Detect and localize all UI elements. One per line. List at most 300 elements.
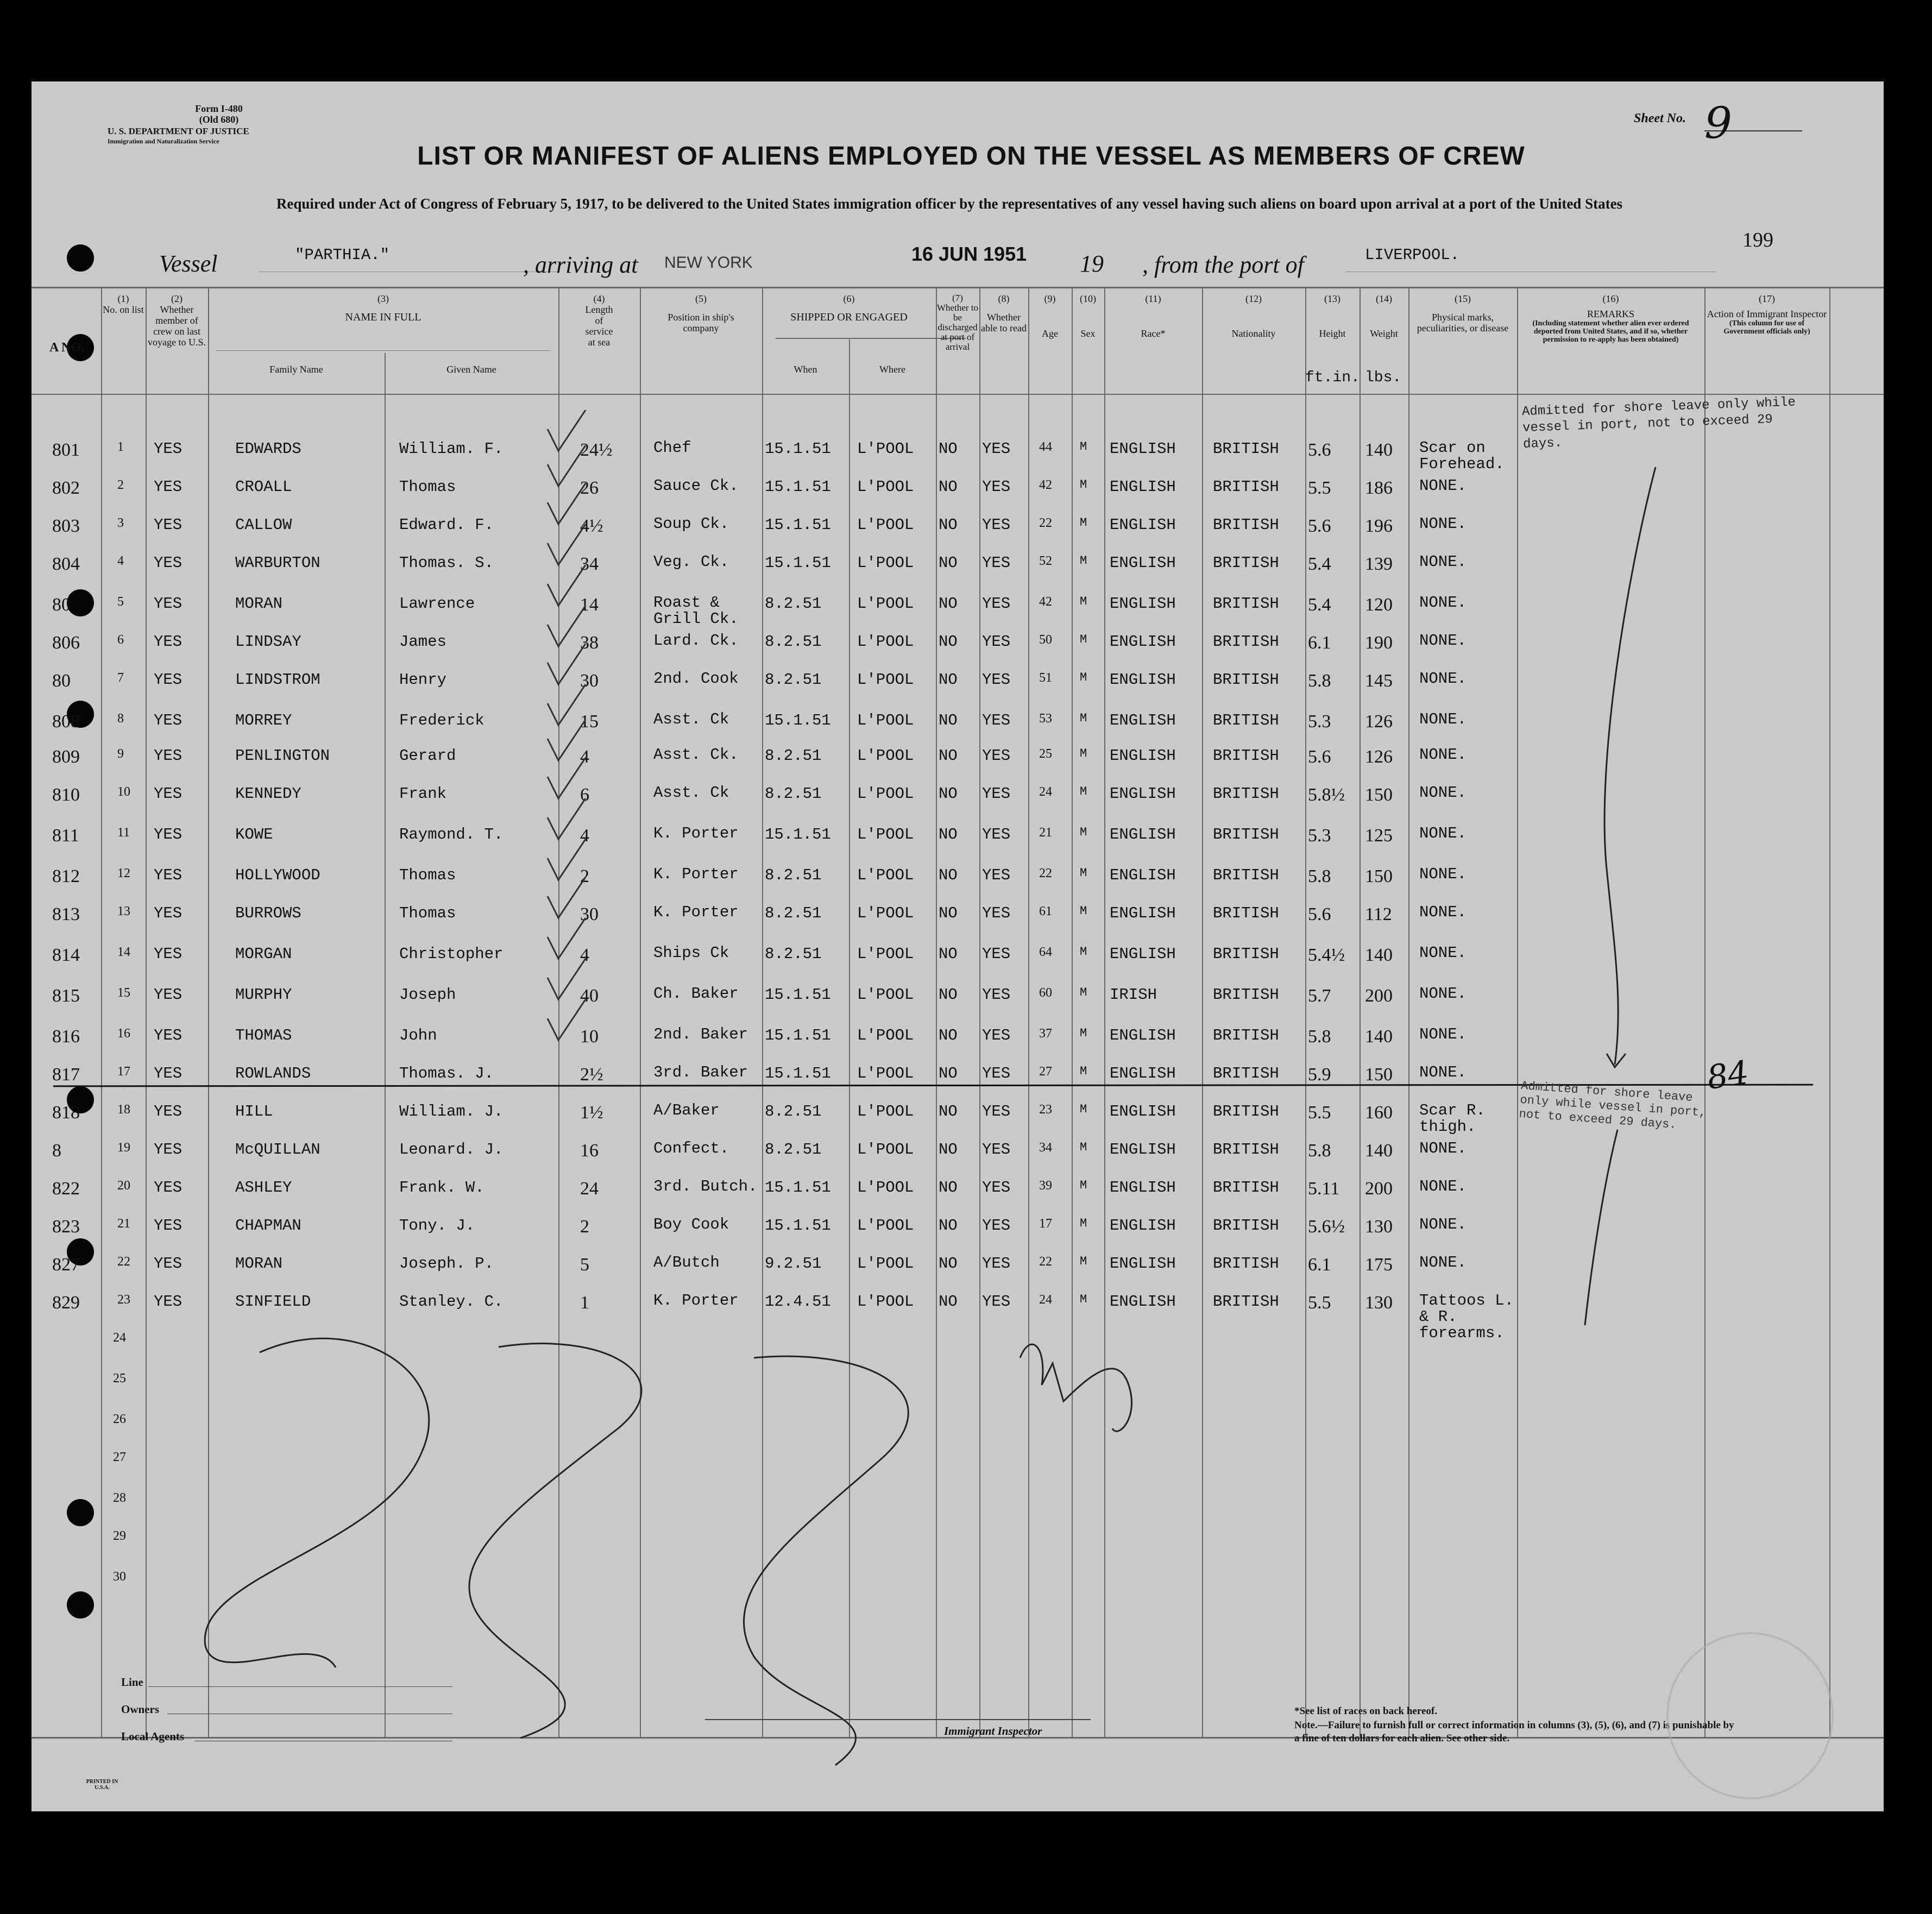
sex-cell: M: [1080, 826, 1087, 839]
weight-cell: 130: [1365, 1293, 1393, 1313]
year-label: 19: [1080, 250, 1104, 277]
age-cell: 61: [1039, 904, 1052, 918]
family-name-cell: CHAPMAN: [235, 1217, 301, 1235]
service-length-cell: 6: [580, 785, 589, 805]
height-cell: 5.4½: [1308, 945, 1345, 965]
race-cell: ENGLISH: [1110, 671, 1176, 689]
shipped-where-cell: L'POOL: [857, 712, 914, 729]
shipped-where-cell: L'POOL: [857, 1141, 914, 1159]
race-cell: ENGLISH: [1110, 1027, 1176, 1044]
position-cell: 3rd. Butch.: [653, 1178, 758, 1195]
shipped-when-cell: 8.2.51: [765, 1141, 822, 1159]
race-cell: ENGLISH: [1110, 1103, 1176, 1120]
nationality-cell: BRITISH: [1213, 1255, 1279, 1273]
height-cell: 5.6: [1308, 904, 1331, 924]
height-cell: 6.1: [1308, 633, 1331, 653]
nationality-cell: BRITISH: [1213, 1065, 1279, 1082]
col-title: Physical marks, peculiarities, or disease: [1417, 312, 1509, 333]
age-cell: 21: [1039, 826, 1052, 840]
col-title: Sex: [1080, 328, 1096, 339]
discharged-cell: NO: [939, 785, 958, 803]
age-cell: 53: [1039, 712, 1052, 726]
nationality-cell: BRITISH: [1213, 826, 1279, 843]
shipped-where-cell: L'POOL: [857, 747, 914, 765]
service-length-cell: 26: [580, 478, 599, 498]
a-no-cell: 816: [52, 1027, 80, 1047]
race-cell: ENGLISH: [1110, 1065, 1176, 1082]
discharged-cell: NO: [939, 595, 958, 613]
sex-cell: M: [1080, 554, 1087, 568]
family-name-cell: MORAN: [235, 595, 283, 613]
inspector-label: Immigrant Inspector: [944, 1724, 1042, 1737]
ditto-arrow: [1604, 467, 1656, 1065]
age-cell: 27: [1039, 1065, 1052, 1079]
check-mark: [547, 483, 586, 524]
col-number: (1): [117, 293, 129, 304]
printed-mark: PRINTED IN U.S.A.: [86, 1779, 118, 1791]
crew-last-voyage-cell: YES: [154, 516, 182, 534]
col-number: (15): [1455, 293, 1471, 304]
arriving-label: , arriving at: [523, 251, 638, 278]
service-length-cell: 34: [580, 554, 599, 574]
given-name-cell: Thomas: [399, 866, 456, 884]
shipped-where-cell: L'POOL: [857, 1103, 914, 1120]
col-number: (5): [695, 293, 707, 304]
able-to-read-cell: YES: [982, 904, 1011, 922]
weight-cell: 140: [1365, 1141, 1393, 1161]
col-title: Whether member of crew on last voyage to U.S.: [148, 304, 206, 348]
weight-cell: 126: [1365, 747, 1393, 767]
nationality-cell: BRITISH: [1213, 1217, 1279, 1235]
owners-label: Owners: [121, 1703, 159, 1716]
check-marks: [547, 410, 586, 1040]
given-name-cell: Joseph: [399, 986, 456, 1004]
shipped-when-cell: 8.2.51: [765, 747, 822, 765]
shipped-when-cell: 15.1.51: [765, 712, 831, 729]
check-mark: [547, 877, 586, 918]
crew-last-voyage-cell: YES: [154, 595, 182, 613]
weight-cell: 160: [1365, 1103, 1393, 1123]
shipped-when-cell: 8.2.51: [765, 671, 822, 689]
family-name-cell: WARBURTON: [235, 554, 320, 572]
list-no-cell: 17: [117, 1065, 130, 1079]
height-cell: 6.1: [1308, 1255, 1331, 1275]
a-no-cell: 818: [52, 1103, 80, 1123]
family-name-cell: SINFIELD: [235, 1293, 311, 1311]
col-title: Weight: [1370, 328, 1398, 339]
service-length-cell: 14: [580, 595, 599, 615]
official-seal: [1666, 1632, 1834, 1799]
discharged-cell: NO: [939, 633, 958, 651]
height-unit: ft.in.: [1305, 369, 1360, 386]
nationality-cell: BRITISH: [1213, 1179, 1279, 1197]
family-name-cell: HOLLYWOOD: [235, 866, 320, 884]
nationality-cell: BRITISH: [1213, 712, 1279, 729]
line-rule: [148, 1686, 452, 1687]
list-no-cell: 13: [117, 904, 130, 918]
physical-marks-cell: NONE.: [1419, 1178, 1467, 1195]
able-to-read-cell: YES: [982, 945, 1011, 963]
able-to-read-cell: YES: [982, 1103, 1011, 1120]
discharged-cell: NO: [939, 945, 958, 963]
given-name-cell: James: [399, 633, 447, 651]
service-length-cell: 38: [580, 633, 599, 653]
crew-last-voyage-cell: YES: [154, 904, 182, 922]
given-name-cell: Frank. W.: [399, 1179, 484, 1197]
position-cell: Veg. Ck.: [653, 553, 729, 571]
family-name-cell: BURROWS: [235, 904, 301, 922]
sex-cell: M: [1080, 866, 1087, 880]
check-mark: [547, 839, 586, 880]
shipped-when-cell: 8.2.51: [765, 595, 822, 613]
able-to-read-cell: YES: [982, 1255, 1011, 1273]
sex-cell: M: [1080, 904, 1087, 918]
position-cell: Lard. Ck.: [653, 632, 739, 650]
crew-last-voyage-cell: YES: [154, 1065, 182, 1082]
shipped-when-cell: 15.1.51: [765, 1179, 831, 1197]
race-cell: ENGLISH: [1110, 1179, 1176, 1197]
given-name-cell: Tony. J.: [399, 1217, 475, 1235]
height-cell: 5.4: [1308, 554, 1331, 574]
family-name-cell: MORGAN: [235, 945, 292, 963]
list-no-cell: 21: [117, 1217, 130, 1231]
discharged-cell: NO: [939, 826, 958, 843]
position-cell: K. Porter: [653, 1292, 739, 1309]
nationality-cell: BRITISH: [1213, 516, 1279, 534]
discharged-cell: NO: [939, 712, 958, 729]
position-cell: Roast & Grill Ck.: [653, 594, 739, 628]
physical-marks-cell: NONE.: [1419, 594, 1467, 612]
manifest-sheet: [32, 81, 1884, 1811]
a-no-cell: 802: [52, 478, 80, 498]
given-name-cell: Edward. F.: [399, 516, 494, 534]
col-title: No. on list: [103, 304, 144, 315]
weight-cell: 145: [1365, 671, 1393, 691]
race-cell: ENGLISH: [1110, 595, 1176, 613]
given-name-cell: Joseph. P.: [399, 1255, 494, 1273]
position-cell: Ships Ck: [653, 944, 729, 962]
crew-last-voyage-cell: YES: [154, 671, 182, 689]
height-cell: 5.4: [1308, 595, 1331, 615]
shipped-where-cell: L'POOL: [857, 785, 914, 803]
list-no-cell: 10: [117, 785, 130, 799]
age-cell: 37: [1039, 1027, 1052, 1041]
position-cell: Asst. Ck: [653, 710, 729, 728]
col-number: (7): [952, 293, 963, 303]
physical-marks-cell: NONE.: [1419, 784, 1467, 802]
service-length-cell: 4: [580, 826, 589, 846]
nationality-cell: BRITISH: [1213, 633, 1279, 651]
a-no-cell: 810: [52, 785, 80, 805]
race-cell: IRISH: [1110, 986, 1157, 1004]
position-cell: Ch. Baker: [653, 985, 739, 1003]
weight-cell: 186: [1365, 478, 1393, 498]
col-number: (10): [1080, 293, 1096, 304]
weight-cell: 200: [1365, 986, 1393, 1006]
weight-cell: 150: [1365, 866, 1393, 886]
physical-marks-cell: NONE.: [1419, 824, 1467, 842]
family-name-cell: LINDSTROM: [235, 671, 320, 689]
physical-marks-cell: NONE.: [1419, 944, 1467, 962]
nationality-cell: BRITISH: [1213, 1103, 1279, 1120]
age-cell: 23: [1039, 1103, 1052, 1117]
check-mark: [547, 758, 586, 798]
col-number: (4): [593, 293, 605, 304]
able-to-read-cell: YES: [982, 1027, 1011, 1044]
service-length-cell: 24: [580, 1179, 599, 1199]
height-cell: 5.8: [1308, 671, 1331, 691]
position-cell: 2nd. Cook: [653, 670, 739, 688]
check-mark: [547, 644, 586, 684]
a-no-cell: 811: [52, 826, 79, 846]
crew-last-voyage-cell: YES: [154, 785, 182, 803]
race-cell: ENGLISH: [1110, 1141, 1176, 1159]
discharged-cell: NO: [939, 554, 958, 572]
able-to-read-cell: YES: [982, 1179, 1011, 1197]
list-no-cell: 6: [117, 633, 124, 647]
shipped-where-cell: L'POOL: [857, 904, 914, 922]
check-mark: [547, 606, 586, 646]
list-no-cell: 14: [117, 945, 130, 959]
able-to-read-cell: YES: [982, 633, 1011, 651]
shipped-when-cell: 15.1.51: [765, 440, 831, 458]
sex-cell: M: [1080, 945, 1087, 959]
col-title: Action of Immigrant Inspector: [1707, 308, 1827, 319]
check-mark: [547, 524, 586, 565]
position-cell: Sauce Ck.: [653, 477, 739, 495]
a-no-cell: 806: [52, 633, 80, 653]
shipped-when-cell: 15.1.51: [765, 826, 831, 843]
sex-cell: M: [1080, 1141, 1087, 1154]
given-name-cell: Henry: [399, 671, 447, 689]
position-cell: Chef: [653, 439, 691, 457]
height-cell: 5.9: [1308, 1065, 1331, 1085]
list-no-cell: 23: [117, 1293, 130, 1307]
discharged-cell: NO: [939, 1293, 958, 1311]
col-title: Race*: [1141, 328, 1166, 339]
crew-last-voyage-cell: YES: [154, 478, 182, 496]
position-cell: A/Butch: [653, 1254, 720, 1271]
service-length-cell: 2½: [580, 1065, 603, 1085]
sex-cell: M: [1080, 1217, 1087, 1230]
a-no-cell: 808: [52, 712, 80, 732]
service-length-cell: 4: [580, 747, 589, 767]
shipped-where-cell: L'POOL: [857, 516, 914, 534]
height-cell: 5.6½: [1308, 1217, 1345, 1237]
service-length-cell: 30: [580, 904, 599, 924]
col-subtitle: (This column for use of Government officials only): [1723, 319, 1810, 336]
crew-last-voyage-cell: YES: [154, 866, 182, 884]
nationality-cell: BRITISH: [1213, 866, 1279, 884]
nationality-cell: BRITISH: [1213, 986, 1279, 1004]
list-no-cell: 4: [117, 554, 124, 568]
list-no-cell: 3: [117, 516, 124, 530]
race-cell: ENGLISH: [1110, 478, 1176, 496]
a-no-cell: 80: [52, 595, 71, 615]
nationality-cell: BRITISH: [1213, 945, 1279, 963]
physical-marks-cell: NONE.: [1419, 670, 1467, 688]
height-cell: 5.8½: [1308, 785, 1345, 805]
race-cell: ENGLISH: [1110, 785, 1176, 803]
discharged-cell: NO: [939, 1103, 958, 1120]
family-name-cell: MORAN: [235, 1255, 283, 1273]
check-mark: [547, 445, 586, 486]
age-cell: 51: [1039, 671, 1052, 685]
nationality-cell: BRITISH: [1213, 478, 1279, 496]
list-no-cell: 7: [117, 671, 124, 685]
shipped-where-cell: L'POOL: [857, 1217, 914, 1235]
sex-cell: M: [1080, 785, 1087, 798]
shipped-when-cell: 8.2.51: [765, 866, 822, 884]
shipped-when-cell: 8.2.51: [765, 904, 822, 922]
list-no-cell: 9: [117, 747, 124, 761]
discharged-cell: NO: [939, 1065, 958, 1082]
crew-last-voyage-cell: YES: [154, 712, 182, 729]
service-length-cell: 4½: [580, 516, 603, 536]
line-label: Line: [121, 1676, 143, 1689]
blank-row-number: 29: [113, 1529, 126, 1543]
shipped-when-cell: 15.1.51: [765, 516, 831, 534]
check-mark: [547, 410, 586, 451]
position-cell: Boy Cook: [653, 1216, 729, 1233]
col-3-family: Family Name: [269, 364, 323, 375]
shipped-where-cell: L'POOL: [857, 595, 914, 613]
discharged-cell: NO: [939, 747, 958, 765]
shipped-when-cell: 15.1.51: [765, 1065, 831, 1082]
weight-cell: 126: [1365, 712, 1393, 732]
age-cell: 22: [1039, 866, 1052, 880]
weight-cell: 112: [1365, 904, 1392, 924]
race-cell: ENGLISH: [1110, 866, 1176, 884]
able-to-read-cell: YES: [982, 712, 1011, 729]
weight-cell: 150: [1365, 1065, 1393, 1085]
agents-label: Local Agents: [121, 1730, 185, 1743]
age-cell: 42: [1039, 595, 1052, 609]
list-no-cell: 1: [117, 440, 124, 454]
height-cell: 5.3: [1308, 826, 1331, 846]
sex-cell: M: [1080, 478, 1087, 492]
weight-cell: 139: [1365, 554, 1393, 574]
able-to-read-cell: YES: [982, 1065, 1011, 1082]
crew-last-voyage-cell: YES: [154, 1293, 182, 1311]
a-no-cell: 812: [52, 866, 80, 886]
given-name-cell: Leonard. J.: [399, 1141, 504, 1159]
col-number: (11): [1145, 293, 1161, 304]
position-cell: A/Baker: [653, 1101, 720, 1119]
col-number: (12): [1245, 293, 1262, 304]
service-length-cell: 2: [580, 1217, 589, 1237]
a-no-cell: 817: [52, 1065, 80, 1085]
physical-marks-cell: NONE.: [1419, 903, 1467, 921]
shipped-where-cell: L'POOL: [857, 945, 914, 963]
shipped-where-cell: L'POOL: [857, 1179, 914, 1197]
weight-cell: 196: [1365, 516, 1393, 536]
discharged-cell: NO: [939, 516, 958, 534]
crew-last-voyage-cell: YES: [154, 633, 182, 651]
col-number: (6): [843, 293, 855, 304]
list-no-cell: 15: [117, 986, 130, 1000]
service-length-cell: 5: [580, 1255, 589, 1275]
family-name-cell: KENNEDY: [235, 785, 301, 803]
physical-marks-cell: NONE.: [1419, 1063, 1467, 1081]
shipped-when-cell: 15.1.51: [765, 1217, 831, 1235]
service-length-cell: 4: [580, 945, 589, 965]
col-title: SHIPPED OR ENGAGED: [790, 311, 908, 323]
service-length-cell: 10: [580, 1027, 599, 1047]
nationality-cell: BRITISH: [1213, 595, 1279, 613]
family-name-cell: CROALL: [235, 478, 292, 496]
shipped-where-cell: L'POOL: [857, 1293, 914, 1311]
race-cell: ENGLISH: [1110, 747, 1176, 765]
check-mark: [547, 720, 586, 760]
col-number: (2): [171, 293, 182, 304]
nationality-cell: BRITISH: [1213, 1141, 1279, 1159]
given-name-cell: Christopher: [399, 945, 504, 963]
col-number: (14): [1376, 293, 1392, 304]
crew-last-voyage-cell: YES: [154, 1141, 182, 1159]
col-number: (8): [998, 293, 1010, 304]
able-to-read-cell: YES: [982, 595, 1011, 613]
discharged-cell: NO: [939, 1255, 958, 1273]
given-name-cell: Frederick: [399, 712, 484, 729]
age-cell: 34: [1039, 1141, 1052, 1155]
age-cell: 22: [1039, 516, 1052, 530]
given-name-cell: Gerard: [399, 747, 456, 765]
position-cell: Asst. Ck.: [653, 746, 739, 764]
physical-marks-cell: NONE.: [1419, 553, 1467, 571]
crew-last-voyage-cell: YES: [154, 1027, 182, 1044]
age-cell: 52: [1039, 554, 1052, 568]
given-name-cell: Thomas. J.: [399, 1065, 494, 1082]
form-no: Form I-480: [195, 103, 243, 114]
a-no-cell: 809: [52, 747, 80, 767]
col-number: (13): [1324, 293, 1341, 304]
age-cell: 64: [1039, 945, 1052, 959]
weight-cell: 125: [1365, 826, 1393, 846]
shipped-when-cell: 8.2.51: [765, 785, 822, 803]
sheet-label: Sheet No.: [1634, 111, 1686, 125]
race-cell: ENGLISH: [1110, 826, 1176, 843]
race-cell: ENGLISH: [1110, 554, 1176, 572]
able-to-read-cell: YES: [982, 986, 1011, 1004]
sex-cell: M: [1080, 633, 1087, 646]
page-stamp: 199: [1742, 229, 1773, 251]
shipped-where-cell: L'POOL: [857, 1027, 914, 1044]
physical-marks-cell: NONE.: [1419, 632, 1467, 650]
family-name-cell: PENLINGTON: [235, 747, 330, 765]
height-cell: 5.6: [1308, 516, 1331, 536]
ditto-line: [1585, 1130, 1618, 1325]
age-cell: 25: [1039, 747, 1052, 761]
discharged-cell: NO: [939, 904, 958, 922]
a-no-cell: 813: [52, 904, 80, 924]
page-title: LIST OR MANIFEST OF ALIENS EMPLOYED ON THE VESSEL AS MEMBERS OF CREW: [417, 142, 1525, 171]
height-cell: 5.5: [1308, 1103, 1331, 1123]
weight-cell: 175: [1365, 1255, 1393, 1275]
sex-cell: M: [1080, 747, 1087, 760]
a-no-cell: 8: [52, 1141, 61, 1161]
position-cell: K. Porter: [653, 824, 739, 842]
remarks-row-1: Admitted for shore leave only while vessel in port, not to exceed 29 days.: [1521, 395, 1796, 452]
vessel-label: Vessel: [159, 250, 218, 277]
check-mark: [547, 684, 586, 725]
weight-cell: 140: [1365, 1027, 1393, 1047]
blank-row-number: 25: [113, 1371, 126, 1386]
vessel-name: "PARTHIA.": [295, 246, 390, 264]
physical-marks-cell: NONE.: [1419, 477, 1467, 495]
crew-last-voyage-cell: YES: [154, 1217, 182, 1235]
family-name-cell: MURPHY: [235, 986, 292, 1004]
